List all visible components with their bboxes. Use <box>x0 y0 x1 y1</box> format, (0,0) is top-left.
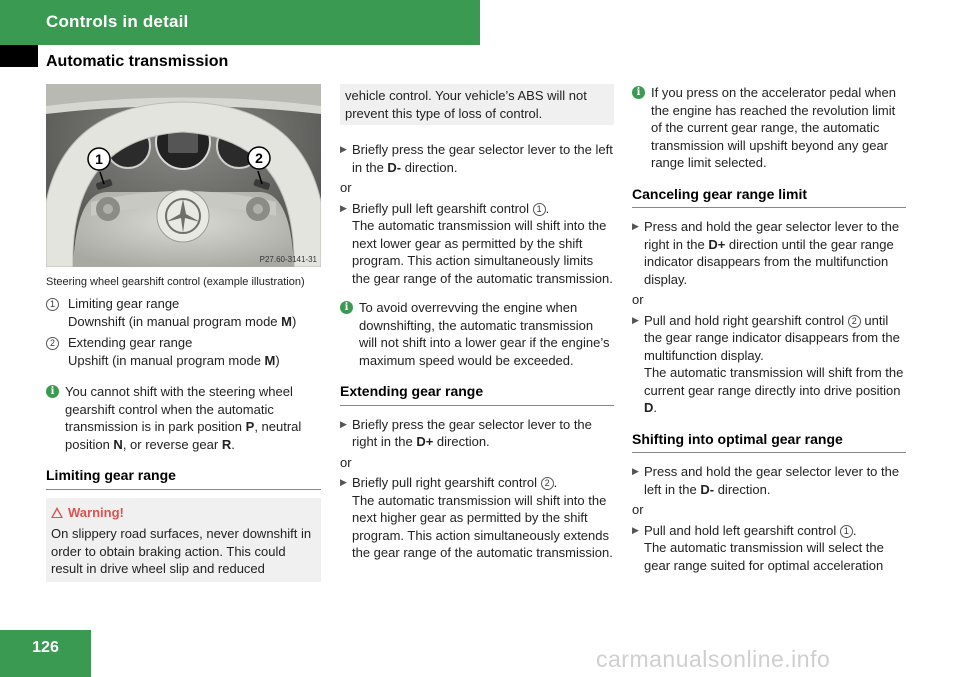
page-number: 126 <box>32 639 59 656</box>
step-arrow-icon: ▶ <box>340 477 347 487</box>
legend-item-1 <box>46 295 321 330</box>
info-icon: i <box>632 86 645 99</box>
limiting-gear-range-heading: Limiting gear range <box>46 467 321 490</box>
or-text: or <box>632 502 644 517</box>
legend-desc: Downshift (in manual program mode M) <box>68 313 297 329</box>
chapter-title: Controls in detail <box>46 12 189 31</box>
legend-item-2 <box>46 334 321 369</box>
cancel-step-1: ▶ Press and hold the gear selector lever to the right in the D+ direction until the gear range indicator disappears from the multifunction display. <box>632 219 900 287</box>
callout-number: 1 <box>46 298 59 311</box>
step-arrow-icon: ▶ <box>632 314 639 325</box>
or-text: or <box>340 454 352 470</box>
cancel-step-2: ▶ Pull and hold right gearshift control 2 until the gear range indicator disappears from the multifunction display. The automatic transmission will shift from the current gear range directly into drive position D. <box>632 312 904 415</box>
info-note-overrev: i To avoid overrevving the engine when downshifting, the automatic transmission will not shift into a lower gear if the engine’s maximum speed would be exceeded. <box>340 299 614 369</box>
step-arrow-icon: ▶ <box>632 524 639 535</box>
optimal-heading: Shifting into optimal gear range <box>632 431 906 454</box>
extending-gear-range-heading: Extending gear range <box>340 383 614 406</box>
step-arrow-icon: ▶ <box>632 221 639 231</box>
optimal-step-2: ▶ Pull and hold left gearshift control 1 . The automatic transmission will select the gear range suited for optimal acceleration <box>632 522 884 573</box>
info-note-accelerator: i If you press on the accelerator pedal when the engine has reached the revolution limit of the current gear range, the automatic transmission will upshift beyond any gear range limit selected. <box>632 84 906 172</box>
warning-text: On slippery road surfaces, never downshift in order to obtain braking action. This could result in drive wheel slip and reduced <box>51 526 312 576</box>
page-number-block <box>0 630 91 677</box>
step-arrow-icon: ▶ <box>340 202 347 213</box>
column-1 <box>46 84 321 582</box>
steering-wheel-illustration <box>46 84 321 267</box>
info-icon: i <box>340 301 353 314</box>
section-title: Automatic transmission <box>46 53 229 70</box>
corner-marker <box>0 45 38 67</box>
limit-step-1: ▶ Briefly press the gear selector lever to the left in the D- direction. <box>340 142 613 175</box>
figure-caption: Steering wheel gearshift control (example illustration) <box>46 276 305 288</box>
or-text: or <box>632 292 644 307</box>
callout-2: 2 <box>255 150 263 166</box>
info-icon: i <box>46 385 59 398</box>
extend-step-2: ▶ Briefly pull right gearshift control 2 . The automatic transmission will shift into the next higher gear as permitted by the shift program. This action simultaneously extends the gear range of the automatic transmission. <box>340 475 613 560</box>
figure-code: P27.60-3141-31 <box>259 255 317 264</box>
legend-desc: Upshift (in manual program mode M) <box>68 352 280 368</box>
callout-1: 1 <box>95 151 103 167</box>
column-3 <box>632 84 906 574</box>
header-bar <box>0 0 480 45</box>
warning-icon <box>51 507 63 518</box>
or-text: or <box>340 180 352 195</box>
steering-wheel-figure <box>46 84 321 267</box>
limit-step-2: ▶ Briefly pull left gearshift control 1 . The automatic transmission will shift into the next lower gear as permitted by the shift program. This action simultaneously limits the gear range of the automatic transmission. <box>340 200 613 286</box>
step-arrow-icon: ▶ <box>340 144 347 154</box>
step-arrow-icon: ▶ <box>340 418 347 429</box>
warning-box <box>46 498 321 582</box>
watermark: carmanualsonline.info <box>596 646 831 672</box>
optimal-step-1: ▶ Press and hold the gear selector lever to the left in the D- direction. <box>632 464 900 497</box>
step-arrow-icon: ▶ <box>632 466 639 476</box>
canceling-heading: Canceling gear range limit <box>632 186 906 209</box>
legend-title: Extending gear range <box>68 335 193 350</box>
warning-title: Warning! <box>68 504 124 520</box>
info-note-park: i You cannot shift with the steering wheel gearshift control when the automatic transmission is in park position P, neutral position N, or reverse gear R. <box>46 383 321 453</box>
legend-title: Limiting gear range <box>68 296 180 311</box>
column-2 <box>340 84 614 562</box>
extend-step-1: ▶ Briefly press the gear selector lever to the right in the D+ direction. <box>340 416 592 449</box>
warning-continued: vehicle control. Your vehicle’s ABS will not prevent this type of loss of control. <box>340 84 614 125</box>
callout-number: 2 <box>46 337 59 350</box>
